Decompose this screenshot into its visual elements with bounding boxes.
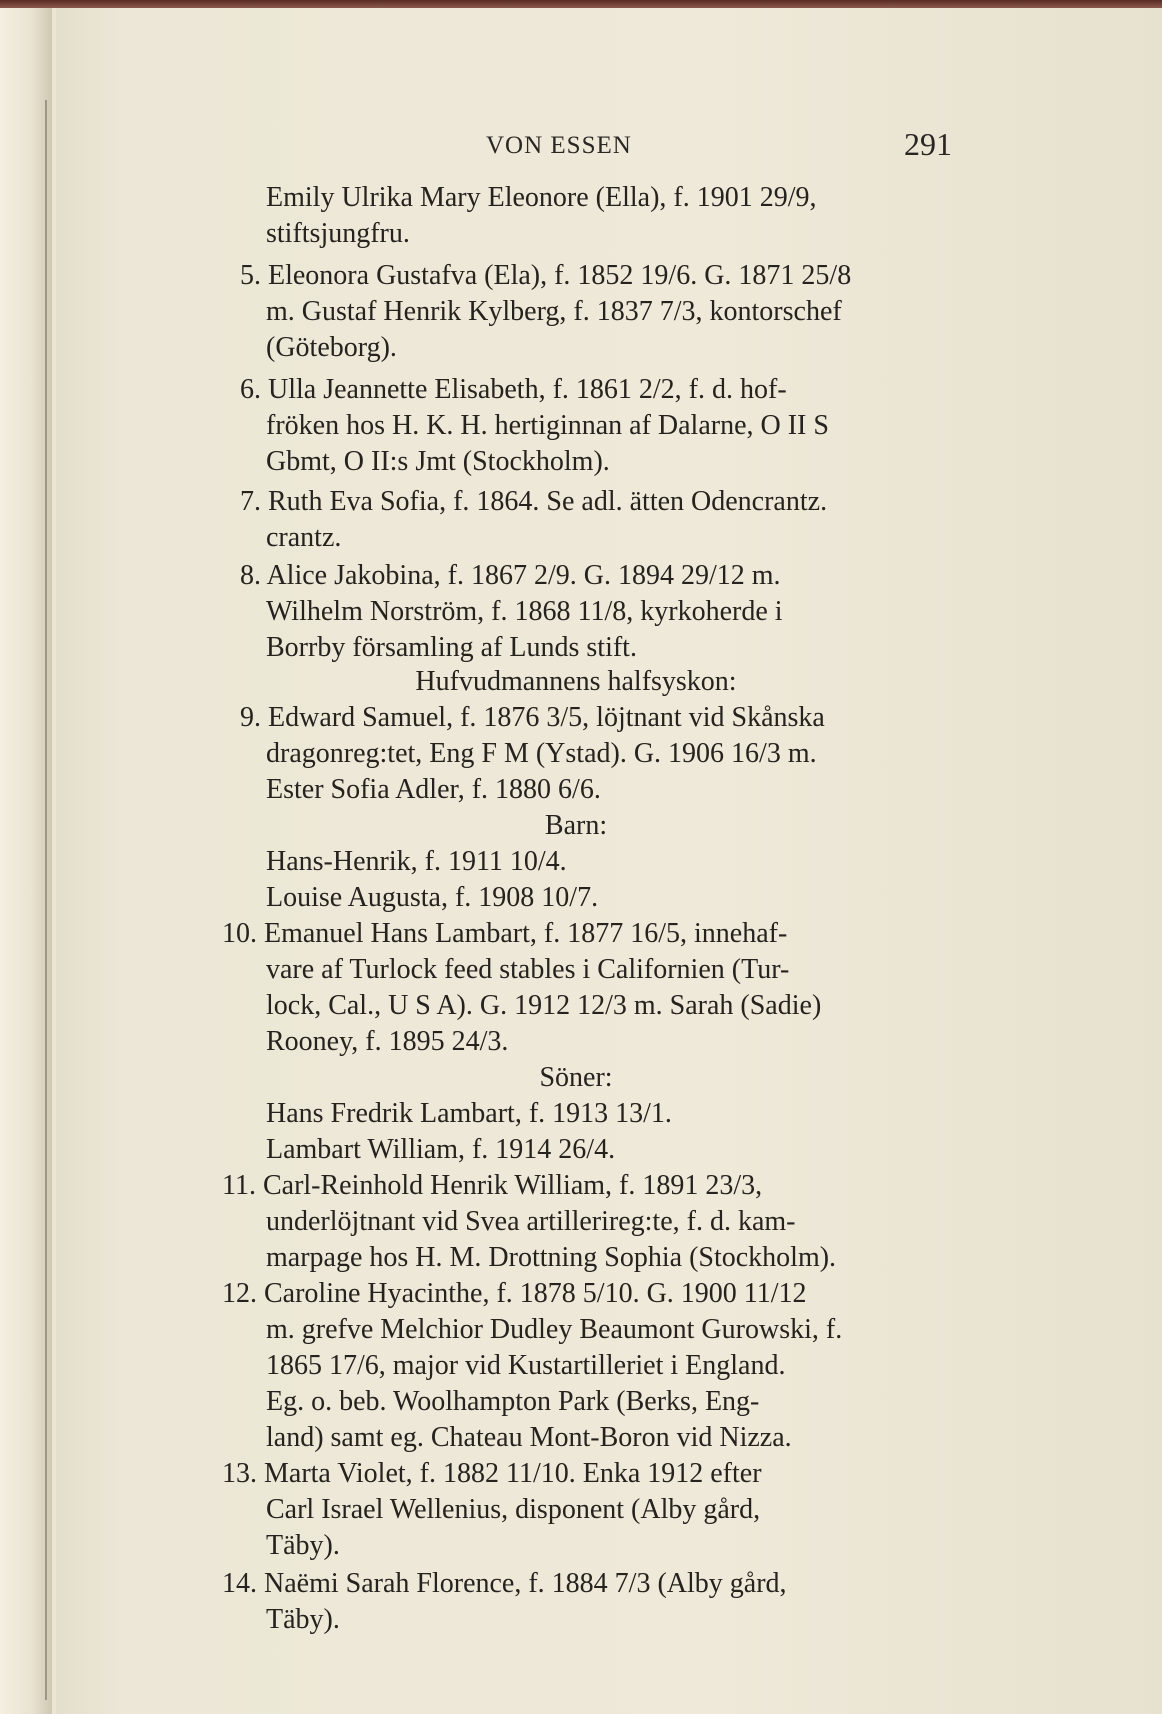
text-line: marpage hos H. M. Drottning Sophia (Stockholm). [266,1242,837,1273]
section-heading: Söner: [539,1062,613,1093]
text-line: 1865 17/6, major vid Kustartilleriet i England. [266,1350,786,1381]
text-line: Louise Augusta, f. 1908 10/7. [266,882,599,913]
text-line: 14. Naëmi Sarah Florence, f. 1884 7/3 (Alby gård, [222,1568,787,1599]
text-line: 10. Emanuel Hans Lambart, f. 1877 16/5, innehaf- [222,918,788,949]
text-line: Rooney, f. 1895 24/3. [266,1026,509,1057]
text-line: Wilhelm Norström, f. 1868 11/8, kyrkoherde i [266,596,783,627]
section-heading: Barn: [544,810,608,841]
text-line: Hans Fredrik Lambart, f. 1913 13/1. [266,1098,672,1129]
text-line: lock, Cal., U S A). G. 1912 12/3 m. Sarah (Sadie) [266,990,822,1021]
text-line: Eg. o. beb. Woolhampton Park (Berks, Eng- [266,1386,760,1417]
running-head: VON ESSEN [486,132,632,159]
text-line: 8. Alice Jakobina, f. 1867 2/9. G. 1894 29/12 m. [240,560,781,591]
text-line: stiftsjungfru. [266,218,410,249]
gutter-shadow [45,100,47,1700]
text-line: underlöjtnant vid Svea artillerireg:te, f. d. kam- [266,1206,796,1237]
text-line: fröken hos H. K. H. hertiginnan af Dalarne, O II S [266,410,829,441]
section-heading: Hufvudmannens halfsyskon: [415,666,737,697]
text-line: dragonreg:tet, Eng F M (Ystad). G. 1906 16/3 m. [266,738,817,769]
text-line: Emily Ulrika Mary Eleonore (Ella), f. 1901 29/9, [266,182,817,213]
text-line: land) samt eg. Chateau Mont-Boron vid Nizza. [266,1422,792,1453]
text-line: Borrby församling af Lunds stift. [266,632,637,663]
text-line: Täby). [266,1604,340,1635]
text-line: m. Gustaf Henrik Kylberg, f. 1837 7/3, kontorschef [266,296,842,327]
text-line: Hans-Henrik, f. 1911 10/4. [266,846,567,877]
text-line: 7. Ruth Eva Sofia, f. 1864. Se adl. ätten Odencrantz. [240,486,828,517]
text-line: (Göteborg). [266,332,397,363]
text-line: 12. Caroline Hyacinthe, f. 1878 5/10. G. 1900 11/12 [222,1278,807,1309]
text-line: Gbmt, O II:s Jmt (Stockholm). [266,446,610,477]
text-line: 6. Ulla Jeannette Elisabeth, f. 1861 2/2, f. d. hof- [240,374,787,405]
text-line: 5. Eleonora Gustafva (Ela), f. 1852 19/6. G. 1871 25/8 [240,260,852,291]
text-line: Ester Sofia Adler, f. 1880 6/6. [266,774,601,805]
text-line: crantz. [266,522,342,553]
page-number: 291 [904,126,952,162]
text-line: Täby). [266,1530,340,1561]
text-line: Lambart William, f. 1914 26/4. [266,1134,616,1165]
text-line: m. grefve Melchior Dudley Beaumont Gurowski, f. [266,1314,843,1345]
text-line: vare af Turlock feed stables i Californien (Tur- [266,954,790,985]
text-line: 13. Marta Violet, f. 1882 11/10. Enka 1912 efter [222,1458,762,1489]
top-edge [0,0,1162,8]
text-line: 9. Edward Samuel, f. 1876 3/5, löjtnant vid Skånska [240,702,825,733]
text-line: 11. Carl-Reinhold Henrik William, f. 1891 23/3, [222,1170,763,1201]
text-line: Carl Israel Wellenius, disponent (Alby gård, [266,1494,761,1525]
